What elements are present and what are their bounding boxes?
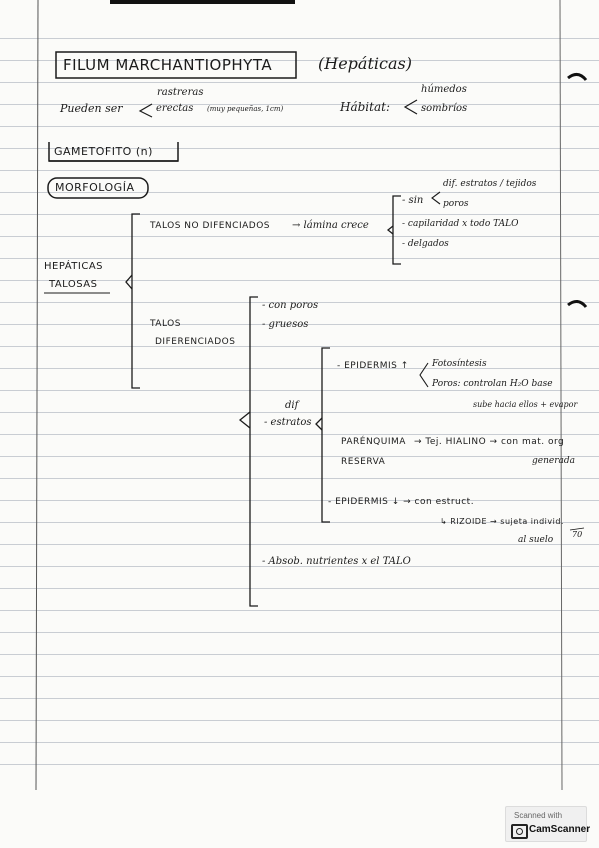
- dif-text: dif: [285, 400, 299, 411]
- epidermis-down-text: - EPIDERMIS ↓ → con estruct.: [328, 497, 475, 507]
- capilaridad-text: - capilaridad x todo TALO: [402, 219, 519, 229]
- con-poros-text: - con poros: [262, 300, 319, 311]
- epidermis-up-text: - EPIDERMIS ↑: [337, 361, 409, 371]
- humedos-text: húmedos: [421, 84, 467, 95]
- al-suelo-text: al suelo: [518, 535, 554, 545]
- no-dif-label: TALOS NO DIFENCIADOS: [150, 221, 270, 231]
- fotosintesis-text: Fotosíntesis: [432, 359, 487, 369]
- rastreras-text: rastreras: [157, 87, 204, 98]
- habitat-label: Hábitat:: [340, 100, 390, 114]
- dif-label-2: DIFERENCIADOS: [155, 337, 236, 347]
- hepaticas-label: HEPÁTICAS: [44, 261, 104, 272]
- rizoide-text: ↳ RIZOIDE → sujeta individ.: [440, 517, 564, 526]
- erectas-note: (muy pequeñas, 1cm): [207, 105, 284, 113]
- dif-label-1: TALOS: [150, 319, 181, 329]
- camscanner-text: CamScanner: [529, 824, 591, 835]
- absob-text: - Absob. nutrientes x el TALO: [262, 556, 411, 567]
- pueden-ser-label: Pueden ser: [60, 102, 123, 115]
- camscanner-logo-icon: [511, 824, 528, 839]
- parenquima-text: PARÉNQUIMA: [341, 437, 406, 447]
- tej-hialino-text: → Tej. HIALINO → con mat. org: [414, 437, 565, 447]
- lamina-crece-text: → lámina crece: [292, 220, 369, 231]
- sin-text: - sin: [402, 195, 424, 206]
- generada-text: generada: [532, 456, 576, 466]
- dif-estratos-tejidos-text: dif. estratos / tejidos: [443, 179, 537, 189]
- common-name: (Hepáticas): [318, 54, 412, 73]
- morfologia-heading: MORFOLOGÍA: [55, 181, 135, 194]
- phylum-title: FILUM MARCHANTIOPHYTA: [63, 56, 273, 74]
- camscanner-badge: [505, 806, 591, 842]
- sombrios-text: sombríos: [421, 103, 468, 114]
- gametofito-heading: GAMETOFITO (n): [54, 145, 153, 158]
- svg-text:70: 70: [572, 530, 583, 539]
- delgados-text: - delgados: [402, 239, 449, 249]
- scanned-with-text: Scanned with: [514, 811, 563, 820]
- erectas-text: erectas: [156, 103, 194, 114]
- estratos-text: - estratos: [264, 417, 312, 428]
- gruesos-text: - gruesos: [262, 319, 309, 330]
- poros-controlan-text: Poros: controlan H₂O base: [432, 379, 553, 389]
- poros-text: poros: [443, 199, 469, 209]
- reserva-text: RESERVA: [341, 457, 386, 467]
- talosas-label: TALOSAS: [49, 279, 98, 290]
- sube-hacia-text: sube hacia ellos + evapor: [473, 400, 578, 409]
